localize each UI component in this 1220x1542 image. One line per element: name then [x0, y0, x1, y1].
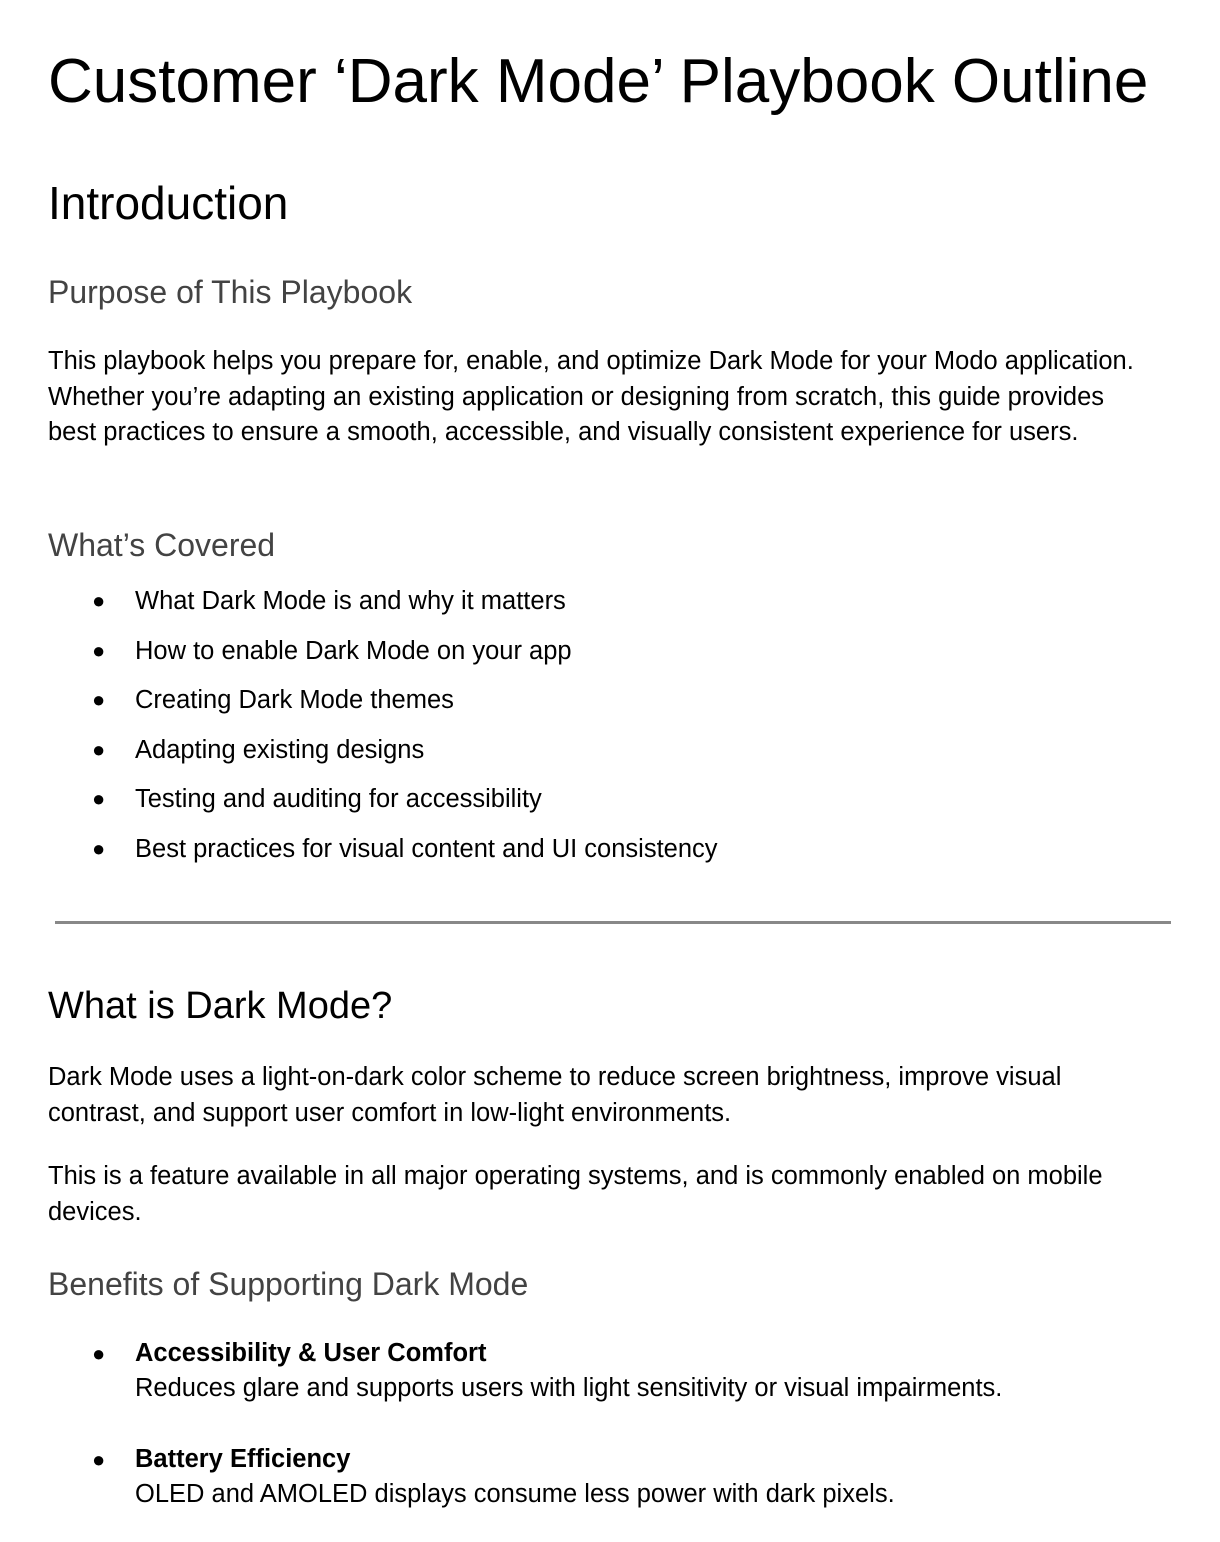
document-title: Customer ‘Dark Mode’ Playbook Outline — [48, 47, 1149, 116]
benefit-description: OLED and AMOLED displays consume less power with dark pixels. — [135, 1480, 895, 1508]
dark-mode-availability-paragraph: This is a feature available in all major operating systems, and is commonly enabled on mobile devices. — [48, 1162, 1103, 1226]
bullet-icon: ● — [92, 835, 106, 861]
bullet-icon: ● — [92, 736, 106, 762]
section-divider — [55, 921, 1171, 924]
bullet-icon: ● — [92, 1341, 106, 1366]
purpose-paragraph: This playbook helps you prepare for, enable, and optimize Dark Mode for your Modo application. Whether you’re adapting an existing application or designing from scratch, this guide provides best practices to ensure a smooth, accessible, and visually consistent experience for users. — [48, 347, 1134, 446]
list-item-text: Testing and auditing for accessibility — [135, 785, 542, 814]
introduction-heading: Introduction — [48, 177, 289, 229]
bullet-icon: ● — [92, 786, 106, 812]
bullet-icon: ● — [92, 687, 106, 713]
bullet-icon: ● — [92, 588, 106, 613]
what-is-dark-mode-heading: What is Dark Mode? — [48, 985, 393, 1027]
purpose-heading: Purpose of This Playbook — [48, 274, 413, 310]
benefit-title: Battery Efficiency — [135, 1445, 351, 1473]
benefit-description: Reduces glare and supports users with light sensitivity or visual impairments. — [135, 1374, 1003, 1402]
whats-covered-heading: What’s Covered — [48, 527, 276, 563]
list-item-text: Creating Dark Mode themes — [135, 686, 454, 715]
list-item-text: Best practices for visual content and UI consistency — [135, 834, 718, 863]
list-item-text: How to enable Dark Mode on your app — [135, 636, 572, 665]
benefits-heading: Benefits of Supporting Dark Mode — [48, 1266, 529, 1302]
bullet-icon: ● — [92, 1447, 106, 1472]
list-item-text: Adapting existing designs — [135, 735, 425, 764]
bullet-icon: ● — [92, 637, 106, 663]
list-item-text: What Dark Mode is and why it matters — [135, 587, 566, 615]
benefit-title: Accessibility & User Comfort — [135, 1339, 487, 1367]
dark-mode-definition-paragraph: Dark Mode uses a light-on-dark color scheme to reduce screen brightness, improve visual contrast, and support user comfort in low-light environments. — [48, 1063, 1062, 1127]
